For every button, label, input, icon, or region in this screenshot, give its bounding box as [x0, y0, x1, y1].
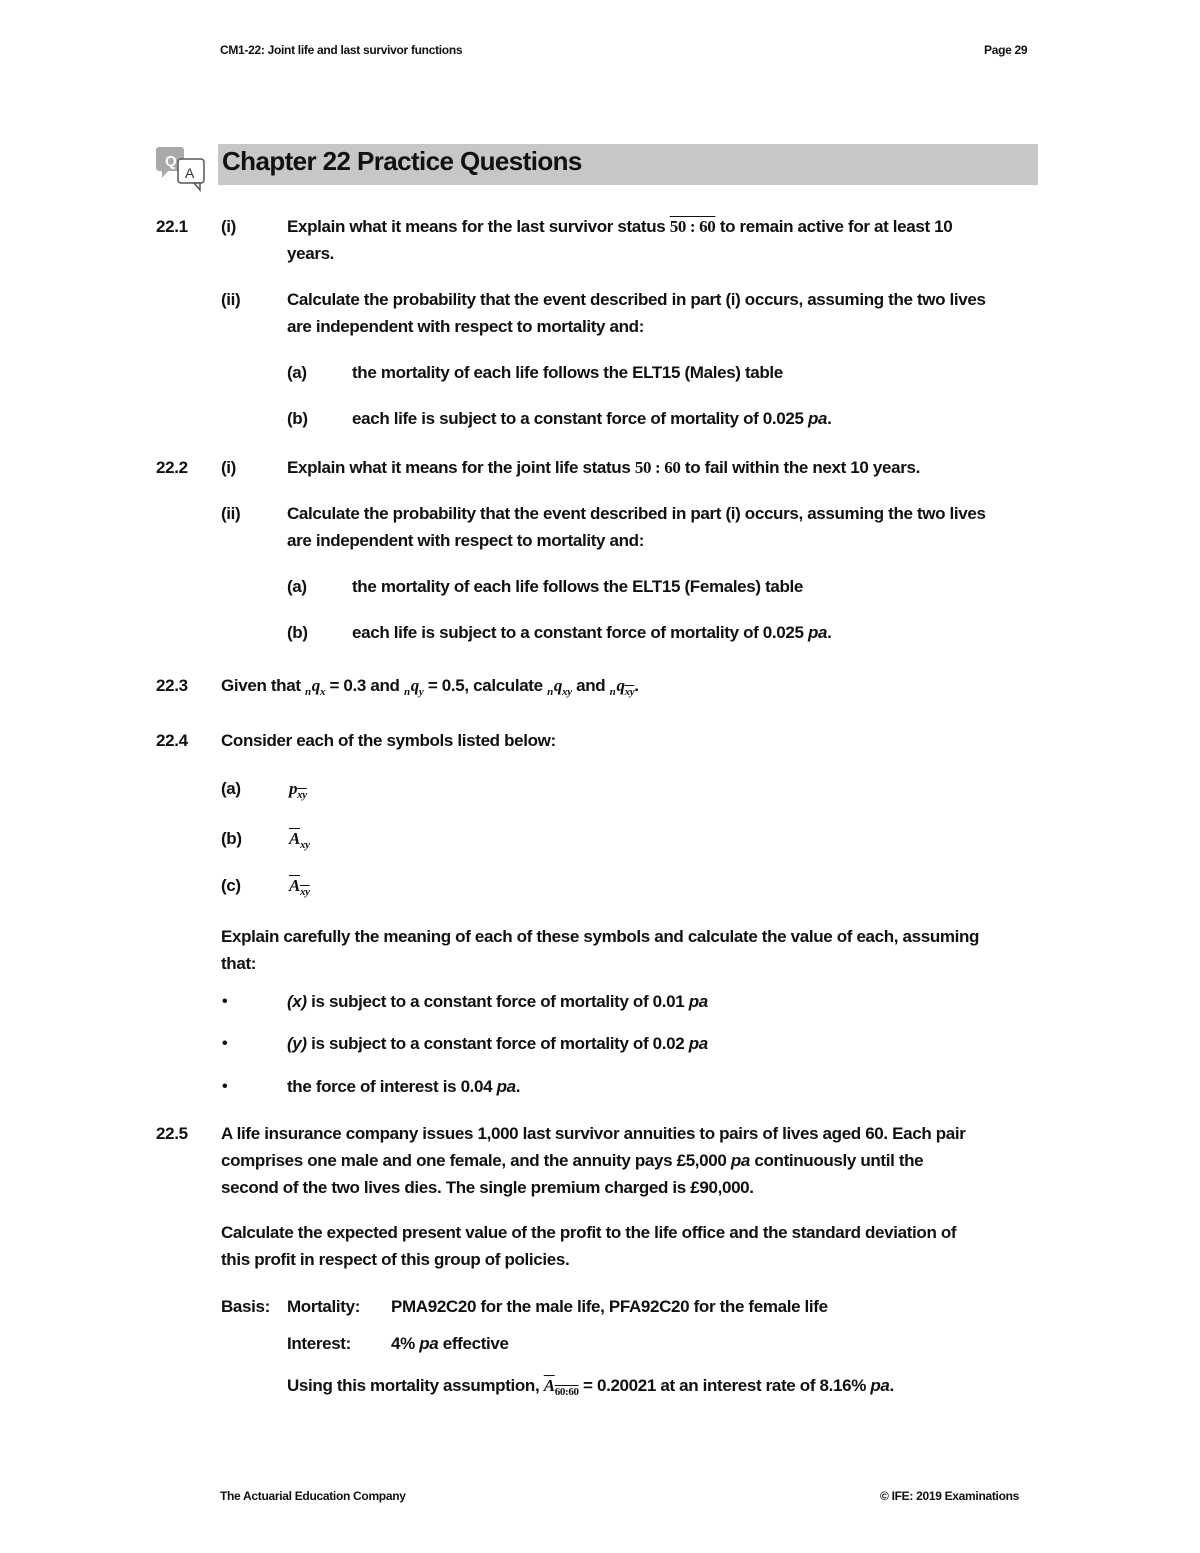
question-text: Given that $_nq_x = 0.3$ and $_nq_y = 0.5$, calculate $_nq_{xy}$ and $_nq_{\overline{xy}}$.: [221, 676, 639, 698]
symbol-A-bar-xy-last-survivor: $\overline{A}_{\overline{xy}}$: [289, 876, 310, 898]
sub-part-label: (b): [287, 623, 308, 642]
sub-part-text: each life is subject to a constant force of mortality of 0.025 pa.: [352, 409, 832, 428]
interest-value: 4% pa effective: [391, 1334, 509, 1353]
part-label: (i): [221, 217, 236, 236]
question-text: Explain carefully the meaning of each of these symbols and calculate the value of each, assuming: [221, 927, 980, 946]
part-label: (ii): [221, 290, 241, 309]
nqxy-symbol: $_nq_{xy}$: [547, 676, 572, 698]
question-number: 22.3: [156, 676, 188, 695]
question-text: this profit in respect of this group of policies.: [221, 1250, 570, 1269]
question-text: comprises one male and one female, and the annuity pays £5,000 pa continuously until the: [221, 1151, 924, 1170]
bullet: •: [222, 1078, 228, 1095]
question-text: Calculate the expected present value of the profit to the life office and the standard deviation of: [221, 1223, 957, 1242]
part-label: (i): [221, 458, 236, 477]
mortality-label: Mortality:: [287, 1297, 361, 1316]
page-number: Page 29: [984, 43, 1028, 57]
question-text: Calculate the probability that the event described in part (i) occurs, assuming the two lives: [287, 290, 986, 309]
joint-life-status: 50 : 60: [634, 458, 681, 477]
mortality-value: PMA92C20 for the male life, PFA92C20 for the female life: [391, 1297, 828, 1316]
sub-part-label: (b): [221, 829, 242, 848]
question-number: 22.5: [156, 1124, 188, 1143]
question-text: second of the two lives dies. The single premium charged is £90,000.: [221, 1178, 754, 1197]
sub-part-label: (c): [221, 876, 241, 895]
interest-label: Interest:: [287, 1334, 351, 1353]
question-text: years.: [287, 244, 335, 263]
sub-part-label: (a): [287, 363, 307, 382]
question-number: 22.2: [156, 458, 188, 477]
symbol-A-bar-xy: $\overline{A}_{xy}$: [289, 829, 310, 851]
nqy-symbol: $_nq_y$: [403, 676, 424, 698]
bullet-text: (y) is subject to a constant force of mortality of 0.02 pa: [287, 1034, 708, 1053]
symbol-p-xy-last-survivor: $p_{\overline{xy}}$: [289, 779, 307, 801]
nqx-symbol: $_nq_x$: [305, 676, 326, 698]
sub-part-label: (b): [287, 409, 308, 428]
bullet-text: the force of interest is 0.04 pa.: [287, 1077, 521, 1096]
question-text: are independent with respect to mortality and:: [287, 317, 645, 336]
basis-label: Basis:: [221, 1297, 270, 1316]
qa-icon: [154, 145, 212, 193]
assumption-text: Using this mortality assumption, $\overline{A}_{60:60} = 0.20021$ at an interest rate of 8.16% pa.: [287, 1376, 894, 1398]
question-number: 22.4: [156, 731, 188, 750]
qa-icon-a: A: [185, 165, 195, 181]
chapter-title: Chapter 22 Practice Questions: [222, 146, 582, 176]
footer-copyright: © IFE: 2019 Examinations: [880, 1489, 1020, 1503]
qa-icon-q: Q: [165, 153, 177, 170]
sub-part-text: each life is subject to a constant force of mortality of 0.025 pa.: [352, 623, 832, 642]
bullet: •: [222, 1035, 228, 1052]
question-text: Explain what it means for the last survivor status 50 : 60 to remain active for at least 10: [287, 217, 953, 236]
question-text: Consider each of the symbols listed below:: [221, 731, 556, 750]
sub-part-label: (a): [221, 779, 241, 798]
last-survivor-status: 50 : 60: [669, 217, 716, 236]
running-header-title: CM1-22: Joint life and last survivor functions: [220, 43, 463, 57]
sub-part-label: (a): [287, 577, 307, 596]
question-text: Calculate the probability that the event described in part (i) occurs, assuming the two lives: [287, 504, 986, 523]
question-text: are independent with respect to mortality and:: [287, 531, 645, 550]
part-label: (ii): [221, 504, 241, 523]
question-text: A life insurance company issues 1,000 last survivor annuities to pairs of lives aged 60. Each pair: [221, 1124, 966, 1143]
question-text: Explain what it means for the joint life status 50 : 60 to fail within the next 10 years.: [287, 458, 920, 477]
nqxy-last-survivor-symbol: $_nq_{\overline{xy}}$: [609, 676, 635, 698]
sub-part-text: the mortality of each life follows the ELT15 (Males) table: [352, 363, 783, 382]
footer-company: The Actuarial Education Company: [220, 1489, 406, 1503]
bullet: •: [222, 993, 228, 1010]
question-text: that:: [221, 954, 257, 973]
question-number: 22.1: [156, 217, 188, 236]
sub-part-text: the mortality of each life follows the ELT15 (Females) table: [352, 577, 804, 596]
bullet-text: (x) is subject to a constant force of mortality of 0.01 pa: [287, 992, 708, 1011]
